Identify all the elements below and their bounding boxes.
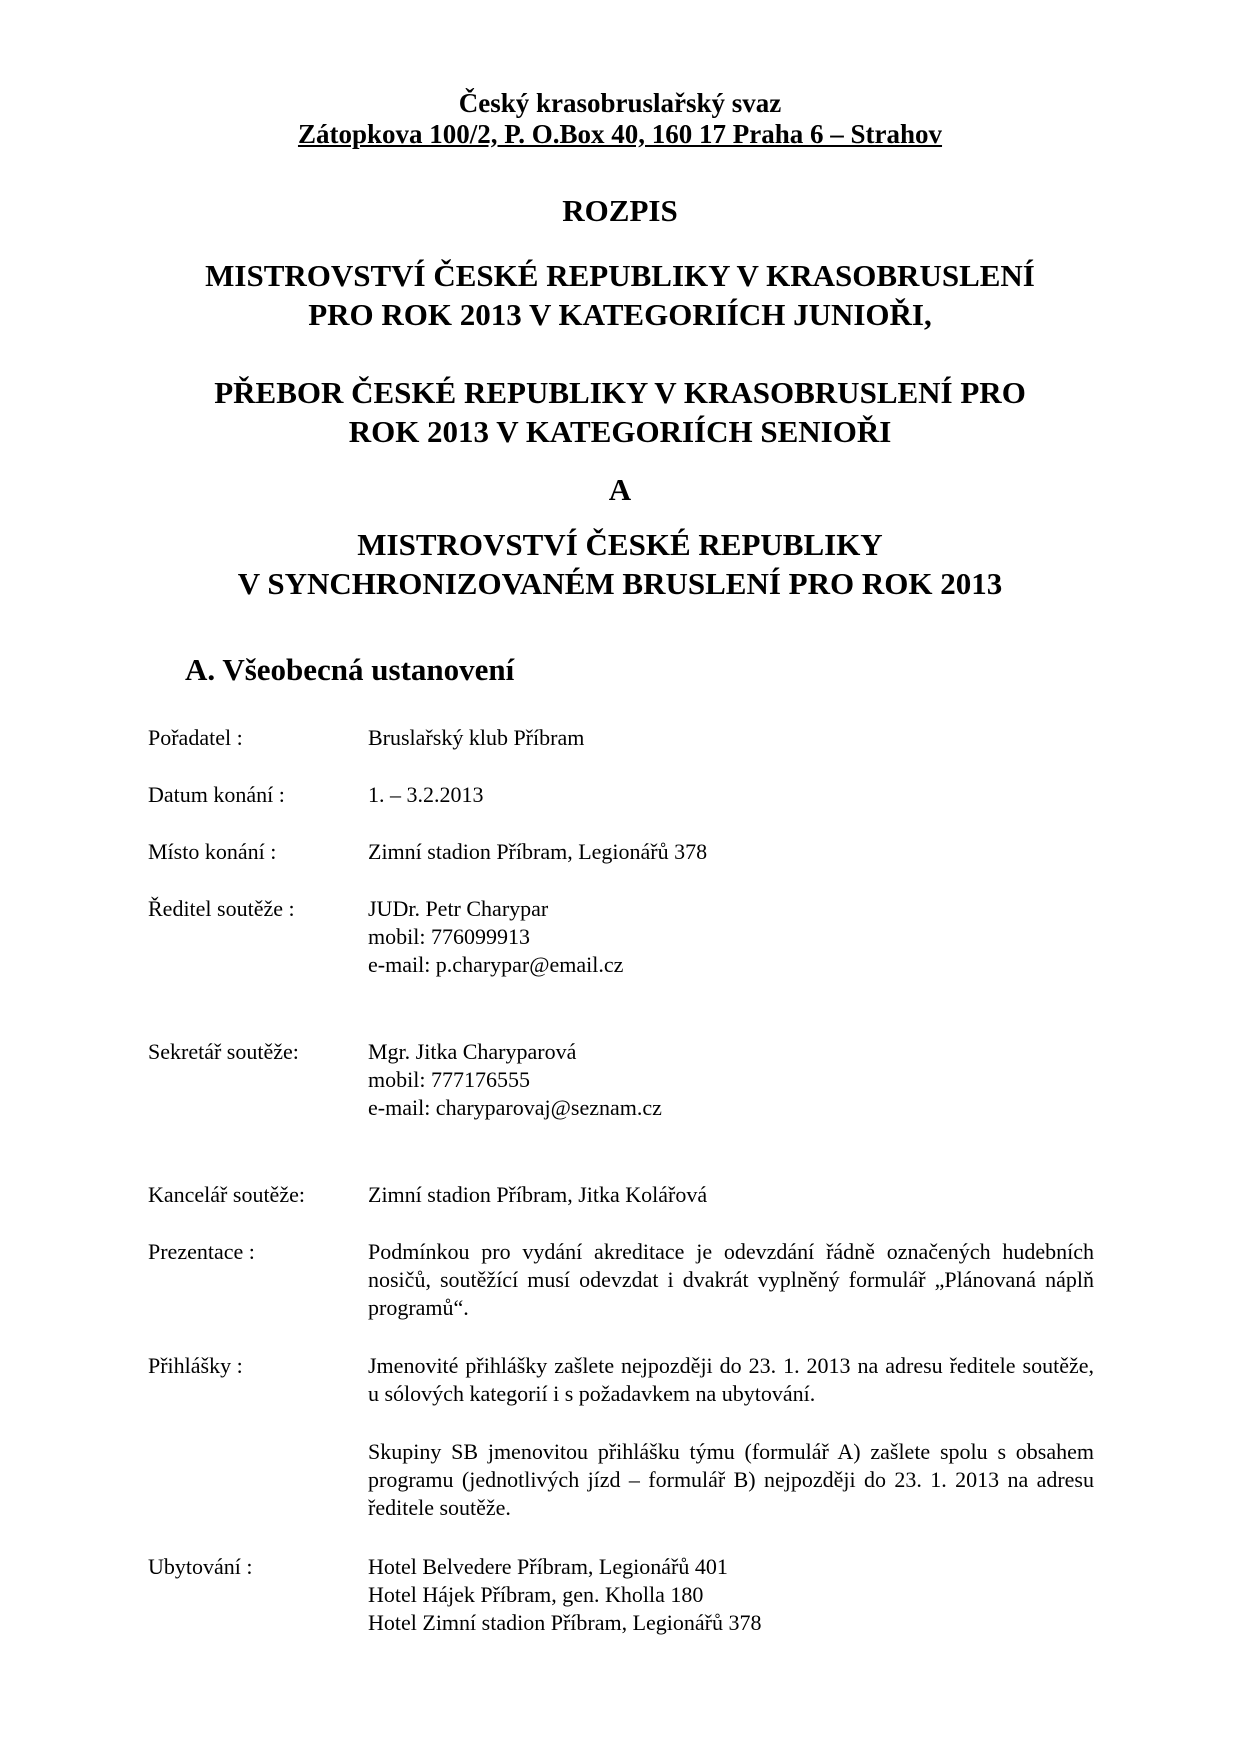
hotel-item: Hotel Hájek Příbram, gen. Kholla 180 xyxy=(368,1582,704,1607)
secretary-label: Sekretář soutěže: xyxy=(148,1039,299,1064)
director-name: JUDr. Petr Charypar xyxy=(368,896,549,921)
applications-paragraph-1: Jmenovité přihlášky zašlete nejpozději do 23. 1. 2013 na adresu ředitele soutěže, u sólových kategorií i s požadavkem na ubytování. xyxy=(368,1353,1094,1406)
secretary-contact xyxy=(368,1038,1094,1122)
director-mobile: mobil: 776099913 xyxy=(368,924,530,949)
document-title: ROZPIS xyxy=(562,193,678,228)
accommodation-list xyxy=(368,1553,1094,1637)
office-label: Kancelář soutěže: xyxy=(148,1182,305,1207)
section-heading: A. Všeobecná ustanovení xyxy=(185,652,515,687)
title-line-3: PŘEBOR ČESKÉ REPUBLIKY V KRASOBRUSLENÍ PRO xyxy=(214,375,1026,410)
accommodation-label: Ubytování : xyxy=(148,1554,253,1579)
secretary-email: e-mail: charyparovaj@seznam.cz xyxy=(368,1095,662,1120)
applications-label: Přihlášky : xyxy=(148,1353,243,1378)
date-value: 1. – 3.2.2013 xyxy=(368,782,484,807)
secretary-name: Mgr. Jitka Charyparová xyxy=(368,1039,577,1064)
office-value: Zimní stadion Příbram, Jitka Kolářová xyxy=(368,1182,708,1207)
date-label: Datum konání : xyxy=(148,782,285,807)
title-conjunction: A xyxy=(608,472,632,507)
title-line-1: MISTROVSTVÍ ČESKÉ REPUBLIKY V KRASOBRUSLENÍ xyxy=(205,258,1035,293)
organizer-label: Pořadatel : xyxy=(148,725,243,750)
title-line-2: PRO ROK 2013 V KATEGORIÍCH JUNIOŘI, xyxy=(308,297,932,332)
venue-value: Zimní stadion Příbram, Legionářů 378 xyxy=(368,839,708,864)
venue-label: Místo konání : xyxy=(148,839,277,864)
director-email: e-mail: p.charypar@email.cz xyxy=(368,952,624,977)
director-contact xyxy=(368,895,1094,979)
director-label: Ředitel soutěže : xyxy=(148,896,295,921)
presentation-value: Podmínkou pro vydání akreditace je odevzdání řádně označených hudebních nosičů, soutěžící musí odevzdat i dvakrát vyplněný formulář „Plánovaná náplň programů“. xyxy=(368,1239,1094,1320)
organization-name: Český krasobruslařský svaz xyxy=(458,88,782,118)
presentation-label: Prezentace : xyxy=(148,1239,255,1264)
secretary-mobile: mobil: 777176555 xyxy=(368,1067,530,1092)
title-line-5: MISTROVSTVÍ ČESKÉ REPUBLIKY xyxy=(357,527,883,562)
title-line-4: ROK 2013 V KATEGORIÍCH SENIOŘI xyxy=(348,414,892,449)
organization-address: Zátopkova 100/2, P. O.Box 40, 160 17 Praha 6 – Strahov xyxy=(297,119,943,149)
hotel-item: Hotel Zimní stadion Příbram, Legionářů 378 xyxy=(368,1610,762,1635)
organizer-value: Bruslařský klub Příbram xyxy=(368,725,585,750)
title-line-6: V SYNCHRONIZOVANÉM BRUSLENÍ PRO ROK 2013 xyxy=(237,566,1003,601)
applications-paragraph-2: Skupiny SB jmenovitou přihlášku týmu (formulář A) zašlete spolu s obsahem programu (jednotlivých jízd – formulář B) nejpozději do 23. 1. 2013 na adresu ředitele soutěže. xyxy=(368,1439,1094,1520)
hotel-item: Hotel Belvedere Příbram, Legionářů 401 xyxy=(368,1554,728,1579)
